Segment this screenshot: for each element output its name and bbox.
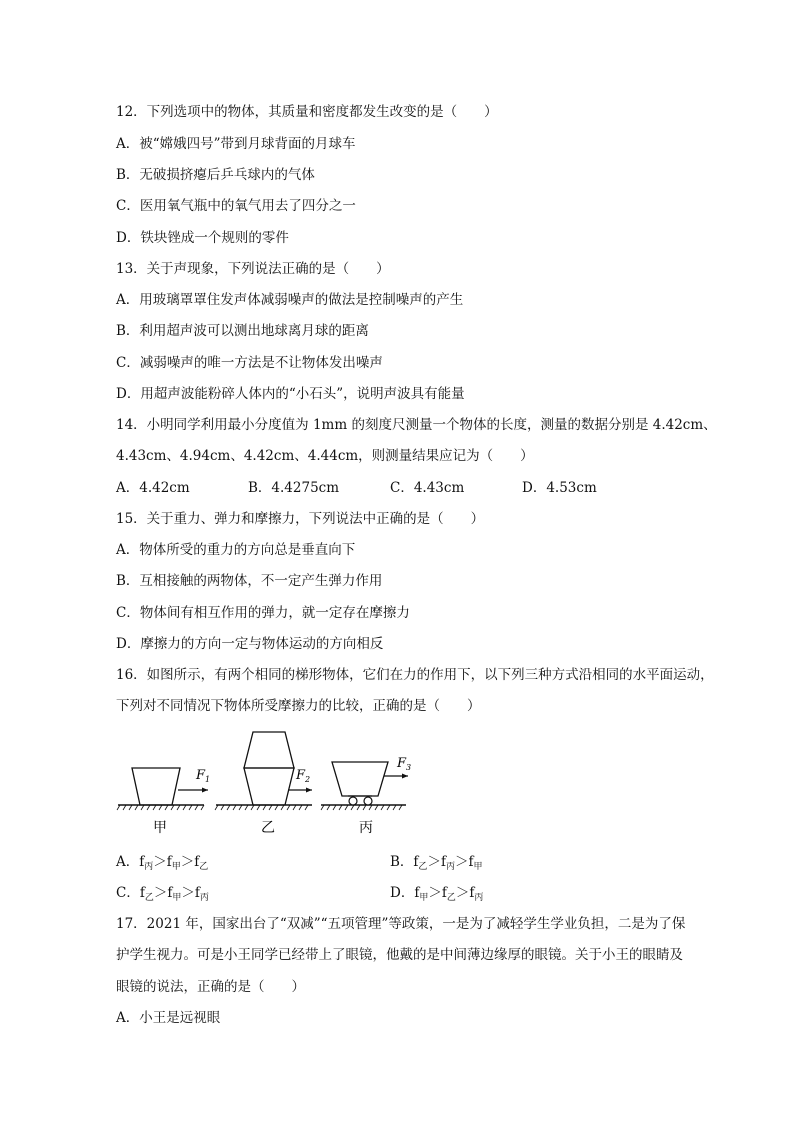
q14-option-d: D．4.53cm [522,480,597,496]
q17-stem-line2: 护学生视力。可是小王同学已经带上了眼镜，他戴的是中间薄边缘厚的眼镜。关于小王的眼睛及 [116,947,683,963]
force-arrowhead-f3 [402,774,408,779]
figure-jia [117,768,210,836]
trapezoid-block-top [244,732,294,768]
q16-stem-line2: 下列对不同情况下物体所受摩擦力的比较，正确的是（ ） [116,698,481,714]
q14-stem-line1: 14．小明同学利用最小分度值为 1mm 的刻度尺测量一个物体的长度，测量的数据分别是 4.42cm、 [116,417,717,433]
q12-option-c: C．医用氧气瓶中的氧气用去了四分之一 [116,198,356,214]
caption-jia: 甲 [153,820,167,836]
q15-stem: 15．关于重力、弹力和摩擦力，下列说法中正确的是（ ） [116,511,485,527]
q15-option-c: C．物体间有相互作用的弹力，就一定存在摩擦力 [116,605,410,621]
figure-bing [321,756,411,836]
q15-option-d: D．摩擦力的方向一定与物体运动的方向相反 [116,636,384,652]
q14-option-c: C．4.43cm [390,480,465,496]
q16-option-a: A．$f_丙>f_甲>f_乙$ [116,854,209,872]
caption-yi: 乙 [261,820,275,836]
force-label-f2: $F_2$ [296,768,311,784]
trapezoid-block [132,768,180,805]
q13-option-a: A．用玻璃罩罩住发声体减弱噪声的做法是控制噪声的产生 [116,292,464,308]
force-label-f1: $F_1$ [196,768,211,784]
friction-diagram [116,722,416,842]
q12-stem: 12．下列选项中的物体，其质量和密度都发生改变的是（ ） [116,104,498,120]
q17-stem-line3: 眼镜的说法，正确的是（ ） [116,979,305,995]
wheel-left [349,797,357,805]
q16-option-c: C．$f_乙>f_甲>f_丙$ [116,885,209,903]
q16-option-d: D．$f_甲>f_乙>f_丙$ [390,885,484,903]
q13-option-d: D．用超声波能粉碎人体内的“小石头”，说明声波具有能量 [116,386,465,402]
q16-stem-line1: 16．如图所示，有两个相同的梯形物体，它们在力的作用下，以下列三种方式沿相同的水平面运动， [116,667,714,683]
q15-option-a: A．物体所受的重力的方向总是垂直向下 [116,542,356,558]
q17-option-a: A．小王是远视眼 [116,1010,221,1026]
trapezoid-block-bottom [244,768,294,805]
q12-option-d: D．铁块锉成一个规则的零件 [116,230,289,246]
force-label-f3: $F_3$ [397,756,412,772]
q14-option-a: A．4.42cm [116,480,190,496]
q14-stem-line2: 4.43cm、4.94cm、4.42cm、4.44cm，则测量结果应记为（ ） [116,448,534,464]
q13-option-b: B．利用超声波可以测出地球离月球的距离 [116,323,369,339]
force-arrowhead-f1 [202,788,208,793]
q16-option-b: B．$f_乙>f_丙>f_甲$ [390,854,483,872]
q17-stem-line1: 17．2021 年，国家出台了“双减”“五项管理”等政策，一是为了减轻学生学业负担，二是为了保 [116,916,686,932]
q14-option-b: B．4.4275cm [248,480,340,496]
figure-yi [215,732,312,836]
q12-option-b: B．无破损挤瘪后乒乓球内的气体 [116,167,315,183]
caption-bing: 丙 [359,820,373,836]
q13-stem: 13．关于声现象，下列说法正确的是（ ） [116,261,390,277]
force-arrowhead-f2 [306,788,312,793]
trapezoid-cart [332,762,388,796]
q12-option-a: A．被“嫦娥四号”带到月球背面的月球车 [116,136,356,152]
q15-option-b: B．互相接触的两物体，不一定产生弹力作用 [116,573,383,589]
wheel-right [364,797,372,805]
q13-option-c: C．减弱噪声的唯一方法是不让物体发出噪声 [116,355,383,371]
